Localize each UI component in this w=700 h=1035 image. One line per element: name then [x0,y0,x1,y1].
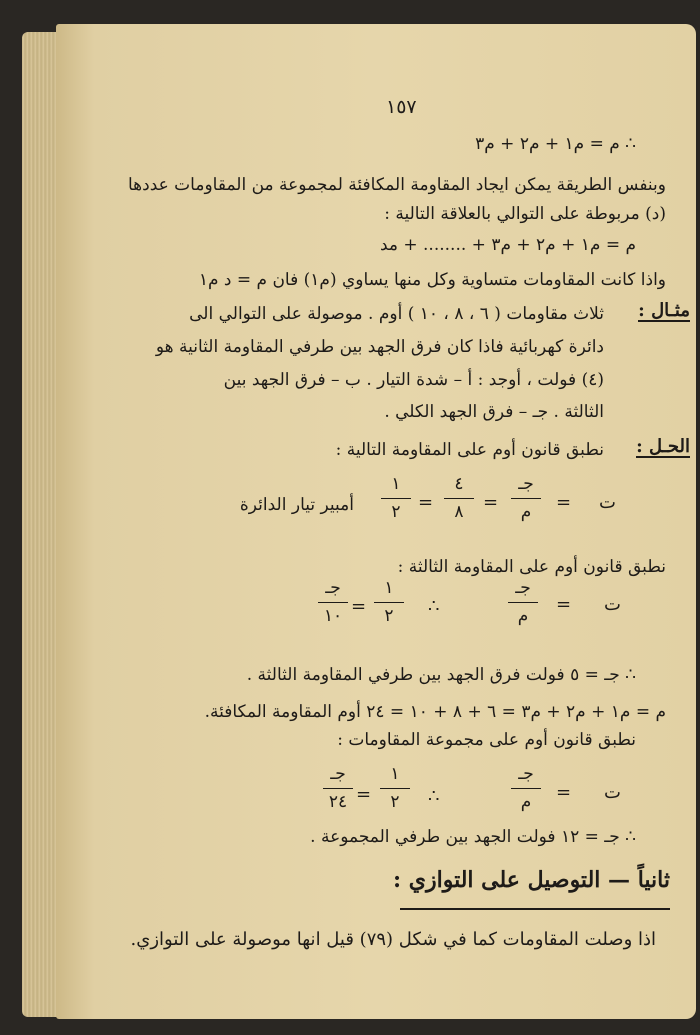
equals-sign: = [556,594,572,615]
fraction-bar [318,602,348,603]
fraction-numerator: جـ [518,474,534,494]
equals-sign: = [356,784,372,805]
text-line: واذا كانت المقاومات متساوية وكل منها يساوي (م١) فان م = د م١ [198,270,666,290]
fraction-denominator: م [517,606,529,626]
fraction-bar [511,788,541,789]
fraction-bar [511,498,541,499]
text-line: وبنفس الطريقة يمكن ايجاد المقاومة المكافئة لمجموعة من المقاومات عددها [127,175,666,195]
fraction [374,580,404,625]
text-line: (د) مربوطة على التوالي بالعلاقة التالية : [384,204,666,224]
text-line: دائرة كهربائية فاذا كان فرق الجهد بين طرفي المقاومة الثانية هو [155,337,604,357]
text-line: م = م١ + م٢ + م٣ = ٦ + ٨ + ١٠ = ٢٤ أوم المقاومة المكافئة. [204,702,666,722]
section-heading: ثانياً — التوصيل على التوازي : [392,867,670,893]
fraction-bar [381,498,411,499]
fraction-bar [380,788,410,789]
equals-sign: = [556,782,572,803]
fraction-denominator: ٢ [391,502,401,522]
equation-series-general: م = م١ + م٢ + م٣ + ........ + مد [379,235,636,255]
fraction-denominator: ٢ [384,606,394,626]
fraction [381,476,411,521]
fraction-denominator: ١٠ [323,606,343,626]
heading-underline [400,908,670,910]
equals-sign: = [351,596,367,617]
fraction-numerator: جـ [330,764,346,784]
fraction-denominator: م [520,502,532,522]
equation-series-three: ∴ م = م١ + م٢ + م٣ [475,134,636,154]
fraction-bar [444,498,474,499]
book-page [56,24,696,1019]
text-line: (٤) فولت ، أوجد : أ – شدة التيار . ب – فرق الجهد بين [223,370,604,390]
text-line: نطبق قانون أوم على مجموعة المقاومات : [337,730,636,750]
text-line: نطبق قانون أوم على المقاومة التالية : [335,440,604,460]
symbol-current: ت [599,492,616,513]
symbol-current: ت [604,594,621,615]
fraction-bar [508,602,538,603]
therefore-symbol: ∴ [428,596,440,617]
text-line: ثلاث مقاومات ( ٦ ، ٨ ، ١٠ ) أوم . موصولة على التوالي الى [189,304,604,324]
fraction-denominator: ٨ [454,502,464,522]
symbol-current: ت [604,782,621,803]
fraction [318,580,348,625]
fraction-numerator: جـ [518,764,534,784]
fraction-denominator: ٢٤ [328,792,348,812]
fraction-numerator: ٤ [454,474,464,494]
fraction [380,766,410,811]
therefore-symbol: ∴ [428,786,440,807]
fraction-numerator: ١ [384,578,394,598]
text-line: ∴ جـ = ٥ فولت فرق الجهد بين طرفي المقاومة الثالثة . [246,665,636,685]
fraction [323,766,353,811]
fraction-denominator: ٢ [390,792,400,812]
equals-sign: = [556,492,572,513]
fraction [511,766,541,811]
fraction-numerator: ١ [390,764,400,784]
fraction [444,476,474,521]
example-label-text: مثـال : [638,300,690,321]
page-number: ١٥٧ [386,96,417,118]
text-line: أمبير تيار الدائرة [239,495,354,515]
fraction [511,476,541,521]
equals-sign: = [418,492,434,513]
fraction-numerator: جـ [515,578,531,598]
text-line: ∴ جـ = ١٢ فولت الجهد بين طرفي المجموعة . [310,827,636,847]
solution-label [636,438,690,458]
example-label [638,302,690,322]
solution-label-text: الحـل : [636,436,690,457]
equals-sign: = [483,492,499,513]
text-line: نطبق قانون أوم على المقاومة الثالثة : [397,557,666,577]
fraction-numerator: جـ [325,578,341,598]
fraction-bar [323,788,353,789]
text-line: الثالثة . جـ – فرق الجهد الكلي . [384,402,604,422]
fraction-bar [374,602,404,603]
text-line: اذا وصلت المقاومات كما في شكل (٧٩) قيل انها موصولة على التوازي. [130,929,656,950]
fraction [508,580,538,625]
fraction-denominator: م [520,792,532,812]
fraction-numerator: ١ [391,474,401,494]
